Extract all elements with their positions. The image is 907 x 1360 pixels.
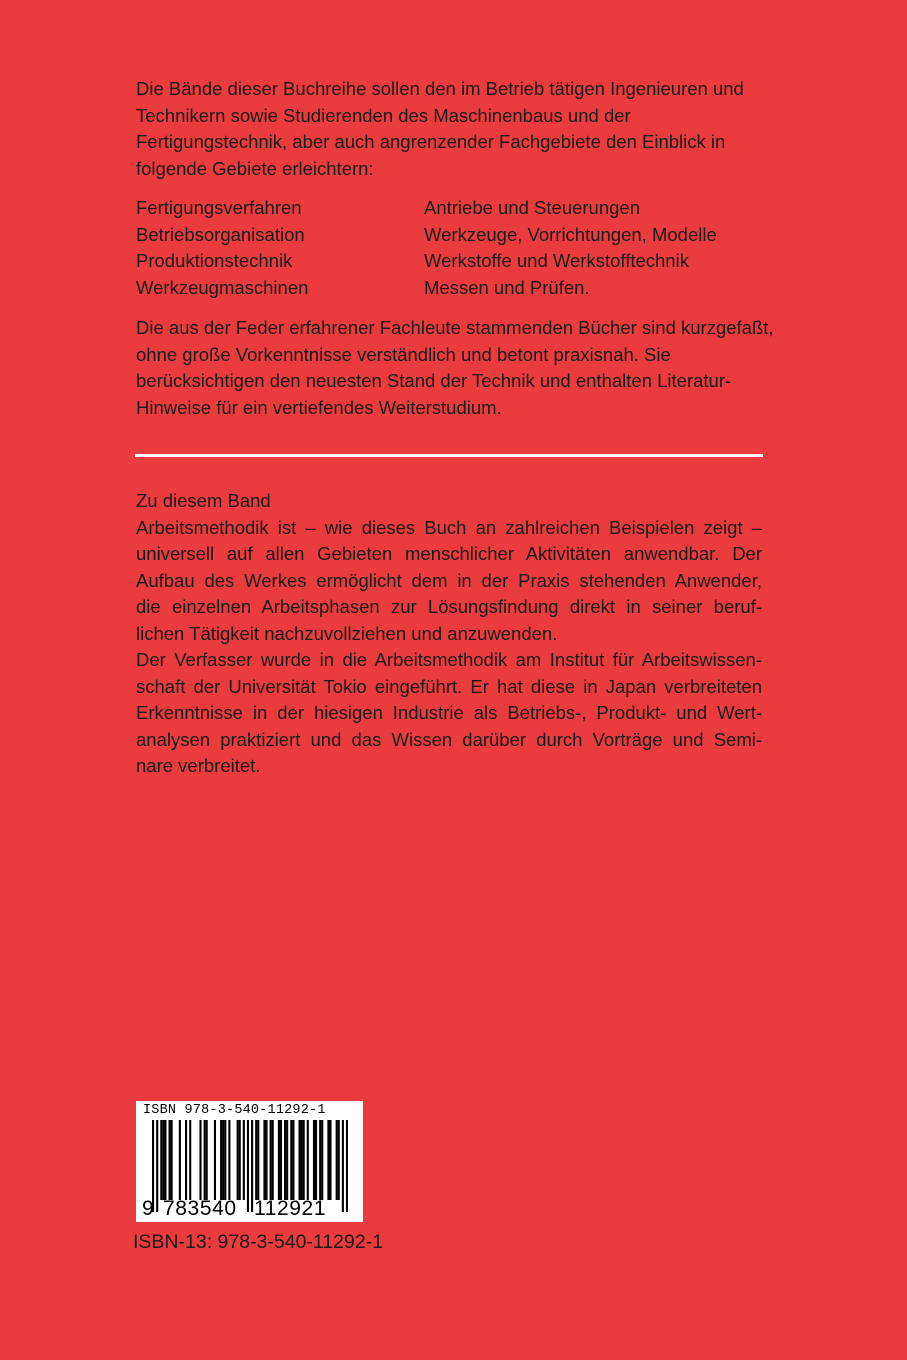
- barcode-bar: [189, 1120, 191, 1200]
- barcode-bar: [239, 1120, 241, 1200]
- topic-item: Fertigungsverfahren: [136, 197, 302, 218]
- band-line: analysen praktiziert und das Wissen darüber durch Vorträge und Semi-: [136, 728, 762, 750]
- barcode-bar: [179, 1120, 181, 1200]
- barcode-bar: [336, 1120, 338, 1200]
- barcode-digits-right: 112921: [254, 1197, 327, 1220]
- barcode-bar: [257, 1120, 259, 1200]
- barcode-bar: [278, 1120, 280, 1200]
- barcode-guard-bar: [156, 1120, 158, 1212]
- band-line: Der Verfasser wurde in die Arbeitsmethodik am Institut für Arbeitswissen-: [136, 649, 762, 670]
- barcode-bar: [329, 1120, 331, 1200]
- band-line: nare verbreitet.: [136, 755, 261, 776]
- band-line: Aufbau des Werkes ermöglicht dem in der Praxis stehenden Anwender,: [136, 569, 762, 591]
- barcode: [136, 1101, 363, 1222]
- barcode-guard-bar: [346, 1120, 348, 1212]
- barcode-bar: [265, 1120, 267, 1200]
- band-line: schaft der Universität Tokio eingeführt. Er hat diese in Japan verbreiteten: [136, 675, 762, 697]
- section-divider: [135, 454, 763, 457]
- barcode-bar: [171, 1120, 173, 1200]
- barcode-bar: [220, 1120, 222, 1200]
- barcode-bar: [243, 1120, 245, 1200]
- band-line: lichen Tätigkeit nachzuvollziehen und anzuwenden.: [136, 622, 558, 644]
- barcode-bar: [255, 1120, 257, 1200]
- barcode-bar: [214, 1120, 216, 1200]
- barcode-bar: [284, 1120, 286, 1200]
- barcode-bar: [206, 1120, 208, 1200]
- topic-item: Produktionstechnik: [136, 250, 293, 271]
- barcode-bar: [307, 1120, 309, 1200]
- barcode-bar: [160, 1120, 162, 1200]
- topic-item: Antriebe und Steuerungen: [424, 197, 641, 218]
- band-line: Erkenntnisse in der hiesigen Industrie als Betriebs-, Produkt- und Wert-: [136, 702, 762, 723]
- barcode-bar: [169, 1120, 171, 1200]
- barcode-bar: [272, 1120, 274, 1200]
- barcode-guard-bar: [247, 1120, 249, 1212]
- barcode-bar: [237, 1120, 239, 1200]
- band-heading: Zu diesem Band: [136, 490, 271, 511]
- barcode-bar: [319, 1120, 321, 1200]
- barcode-bar: [222, 1120, 224, 1200]
- barcode-bar: [327, 1120, 329, 1200]
- barcode-bar: [338, 1120, 340, 1200]
- band-line: Arbeitsmethodik ist – wie dieses Buch an zahlreichen Beispielen zeigt –: [136, 516, 762, 538]
- barcode-bar: [185, 1120, 187, 1200]
- band-line: die einzelnen Arbeitsphasen zur Lösungsfindung direkt in seiner beruf-: [136, 596, 762, 617]
- barcode-isbn-label: ISBN 978-3-540-11292-1: [143, 1103, 326, 1118]
- topic-item: Werkstoffe und Werkstofftechnik: [424, 250, 689, 271]
- barcode-bar: [301, 1120, 303, 1200]
- barcode-bar: [164, 1120, 166, 1200]
- barcode-bar: [270, 1120, 272, 1200]
- barcode-bar: [321, 1120, 323, 1200]
- topics-column-left: [136, 195, 308, 301]
- barcode-guard-bar: [251, 1120, 253, 1212]
- barcode-bar: [199, 1120, 201, 1200]
- barcode-bar: [303, 1120, 305, 1200]
- topic-item: Werkzeugmaschinen: [136, 276, 309, 298]
- topic-item: Betriebsorganisation: [136, 223, 305, 245]
- topic-item: Werkzeuge, Vorrichtungen, Modelle: [424, 223, 717, 245]
- barcode-guard-bar: [342, 1120, 344, 1212]
- barcode-bar: [298, 1120, 300, 1200]
- barcode-bar: [313, 1120, 315, 1200]
- barcode-bar: [204, 1120, 206, 1200]
- topics-column-right: [424, 195, 717, 301]
- series-intro: Die Bände dieser Buchreihe sollen den im Betrieb tätigen Ingenieuren und Technikern sowie Studierenden des Maschinenbaus und der Fertigungstechnik, aber auch angrenzender Fachgebiete den Einblick in folgende Gebiete erleichtern:: [136, 78, 744, 179]
- series-description: Die aus der Feder erfahrener Fachleute stammenden Bücher sind kurzgefaßt, ohne große Vorkenntnisse verständlich und betont praxisnah. Sie berücksichtigen den neuesten Stand der Technik und enthalten Literatur-Hinweise für ein vertiefendes Weiterstudium.: [136, 317, 774, 418]
- barcode-bar: [280, 1120, 282, 1200]
- barcode-bar: [286, 1120, 288, 1200]
- barcode-digit-first: 9: [142, 1197, 154, 1220]
- barcode-bar: [162, 1120, 164, 1200]
- barcode-bar: [315, 1120, 317, 1200]
- barcode-bar: [224, 1120, 226, 1200]
- barcode-bar: [290, 1120, 292, 1200]
- isbn13-label: ISBN-13: 978-3-540-11292-1: [133, 1231, 384, 1253]
- barcode-bar: [228, 1120, 230, 1200]
- band-description: [136, 515, 762, 780]
- topic-item: Messen und Prüfen.: [424, 276, 590, 298]
- barcode-bar: [263, 1120, 265, 1200]
- barcode-digits-left: 783540: [163, 1197, 237, 1220]
- barcode-bar: [292, 1120, 294, 1200]
- band-line: universell auf allen Gebieten menschlicher Aktivitäten anwendbar. Der: [136, 543, 762, 564]
